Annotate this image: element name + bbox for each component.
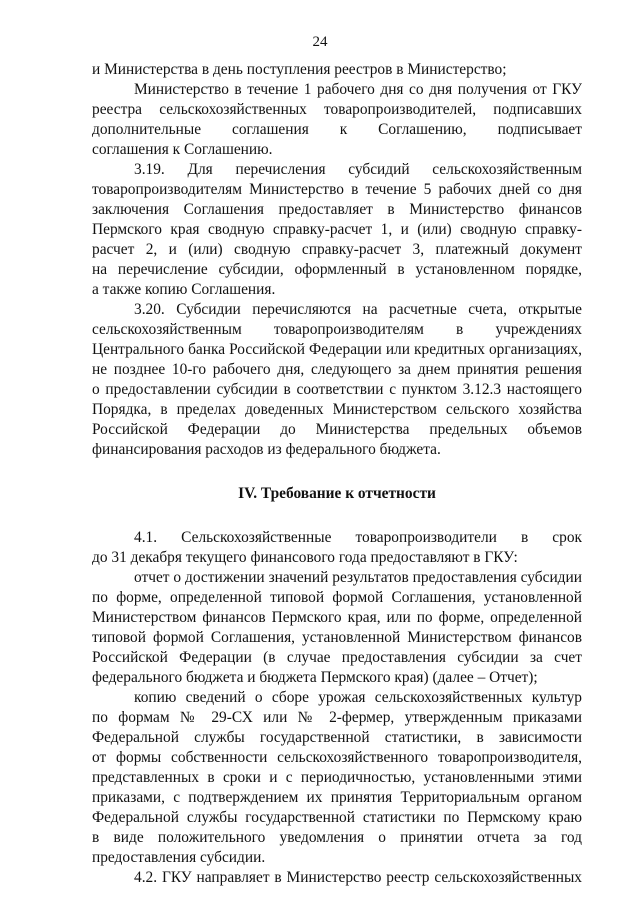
text-line: Министерством финансов Пермского края, или по форме, определенной bbox=[92, 609, 582, 626]
text-line: и Министерства в день поступления реестров в Министерство; bbox=[92, 61, 507, 78]
text-line: до 31 декабря текущего финансового года предоставляют в ГКУ: bbox=[92, 549, 518, 566]
text-line: Порядка, в пределах доведенных Министерством сельского хозяйства bbox=[92, 401, 582, 418]
text-line: 4.2. ГКУ направляет в Министерство реестр сельскохозяйственных bbox=[134, 869, 582, 886]
text-line: 4.1. Сельскохозяйственные товаропроизводители в срок bbox=[134, 529, 582, 546]
text-line: 3.20. Субсидии перечисляются на расчетные счета, открытые bbox=[134, 301, 582, 318]
paragraph bbox=[92, 528, 582, 568]
text-line: Федеральной службы государственной статистики по Пермскому краю bbox=[92, 809, 582, 826]
text-line: а также копию Соглашения. bbox=[92, 281, 276, 298]
text-line: федерального бюджета и бюджета Пермского края) (далее – Отчет); bbox=[92, 669, 538, 686]
text-line: по формам № 29-СХ или № 2-фермер, утвержденным приказами bbox=[92, 709, 582, 726]
text-line: дополнительные соглашения к Соглашению, подписывает bbox=[92, 121, 582, 138]
text-line: Российской Федерации до Министерства предельных объемов bbox=[92, 421, 582, 438]
text-line: не позднее 10-го рабочего дня, следующего за днем принятия решения bbox=[92, 361, 582, 378]
text-line: Федеральной службы государственной статистики, в зависимости bbox=[92, 729, 582, 746]
text-line: на перечисление субсидии, оформленный в установленном порядке, bbox=[92, 261, 582, 278]
text-line: реестра сельскохозяйственных товаропроизводителей, подписавших bbox=[92, 101, 582, 118]
page-number: 24 bbox=[312, 34, 328, 50]
text-line: о предоставлении субсидии в соответствии с пунктом 3.12.3 настоящего bbox=[92, 381, 582, 398]
text-line: отчет о достижении значений результатов предоставления субсидии bbox=[134, 569, 582, 586]
text-line: типовой формой Соглашения, установленной Министерством финансов bbox=[92, 629, 582, 646]
text-line: Центрального банка Российской Федерации или кредитных организациях, bbox=[92, 341, 582, 358]
section-heading: IV. Требование к отчетности bbox=[238, 485, 436, 502]
paragraph bbox=[92, 60, 582, 80]
text-line: копию сведений о сборе урожая сельскохозяйственных культур bbox=[134, 689, 582, 706]
text-line: расчет 2, и (или) сводную справку-расчет 3, платежный документ bbox=[92, 241, 582, 258]
section-iii-continuation bbox=[92, 60, 582, 460]
text-line: финансирования расходов из федерального бюджета. bbox=[92, 441, 441, 458]
paragraph bbox=[92, 688, 582, 868]
section-iv-body bbox=[92, 528, 582, 888]
text-line: по форме, определенной типовой формой Соглашения, установленной bbox=[92, 589, 582, 606]
text-line: Министерство в течение 1 рабочего дня со дня получения от ГКУ bbox=[134, 81, 582, 98]
text-line: представленных в сроки и с периодичностью, установленными этими bbox=[92, 769, 582, 786]
text-line: в виде положительного уведомления о принятии отчета за год bbox=[92, 829, 582, 846]
paragraph bbox=[92, 568, 582, 688]
paragraph bbox=[92, 160, 582, 300]
document-body bbox=[92, 60, 582, 888]
text-line: Пермского края сводную справку-расчет 1, и (или) сводную справку- bbox=[92, 221, 582, 238]
paragraph bbox=[92, 868, 582, 888]
text-line: заключения Соглашения предоставляет в Министерство финансов bbox=[92, 201, 582, 218]
text-line: приказами, с подтверждением их принятия Территориальным органом bbox=[92, 789, 582, 806]
text-line: 3.19. Для перечисления субсидий сельскохозяйственным bbox=[134, 161, 582, 178]
text-line: от формы собственности сельскохозяйственного товаропроизводителя, bbox=[92, 749, 582, 766]
text-line: предоставления субсидии. bbox=[92, 849, 266, 866]
text-line: сельскохозяйственным товаропроизводителям в учреждениях bbox=[92, 321, 582, 338]
paragraph bbox=[92, 80, 582, 160]
paragraph bbox=[92, 300, 582, 460]
text-line: Российской Федерации (в случае предоставления субсидии за счет bbox=[92, 649, 582, 666]
text-line: соглашения к Соглашению. bbox=[92, 141, 273, 158]
text-line: товаропроизводителям Министерство в течение 5 рабочих дней со дня bbox=[92, 181, 582, 198]
